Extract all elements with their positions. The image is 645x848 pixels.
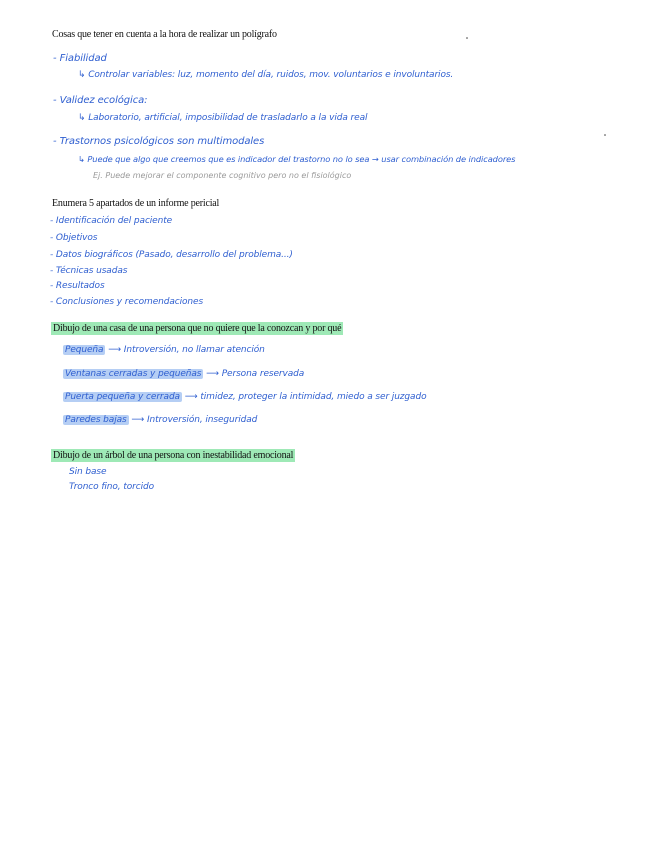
- house-row: [63, 415, 257, 425]
- house-feature: Pequeña: [65, 345, 104, 355]
- house-heading: [51, 323, 343, 334]
- house-feature: Paredes bajas: [65, 415, 127, 425]
- house-meaning: Persona reservada: [221, 369, 305, 379]
- report-item: - Conclusiones y recomendaciones: [50, 297, 204, 307]
- house-meaning: timidez, proteger la intimidad, miedo a ser juzgado: [200, 392, 427, 402]
- house-meaning: Introversión, no llamar atención: [123, 345, 265, 355]
- arrow: ⟶: [184, 392, 198, 402]
- house-meaning: Introversión, inseguridad: [146, 415, 258, 425]
- house-heading-text: Dibujo de una casa de una persona que no quiere que la conozcan y por qué: [53, 323, 342, 334]
- trastornos-note: Ej. Puede mejorar el componente cognitivo pero no el fisiológico: [93, 171, 352, 180]
- report-item: - Resultados: [50, 281, 105, 291]
- stray-dot: [466, 37, 468, 39]
- tree-heading: [51, 450, 295, 461]
- arrow: ⟶: [206, 369, 219, 379]
- arrow: ⟶: [131, 415, 145, 425]
- page-title: Cosas que tener en cuenta a la hora de realizar un polígrafo: [52, 29, 277, 40]
- fiabilidad-detail: ↳ Controlar variables: luz, momento del día, ruidos, mov. voluntarios e involuntarios.: [78, 70, 454, 80]
- report-heading: Enumera 5 apartados de un informe pericial: [52, 198, 220, 209]
- report-item: - Identificación del paciente: [50, 216, 173, 226]
- trastornos-detail: ↳ Puede que algo que creemos que es indicador del trastorno no lo sea → usar combinación de indicadores: [78, 154, 516, 164]
- house-row: [63, 345, 265, 355]
- validez-detail: ↳ Laboratorio, artificial, imposibilidad de trasladarlo a la vida real: [78, 113, 368, 123]
- house-row: [63, 392, 426, 402]
- validez-label: - Validez ecológica:: [53, 95, 148, 106]
- trastornos-label: - Trastornos psicológicos son multimodales: [53, 136, 265, 147]
- tree-item: Sin base: [69, 467, 107, 477]
- house-feature: Ventanas cerradas y pequeñas: [65, 369, 202, 379]
- report-item: - Técnicas usadas: [50, 266, 128, 276]
- stray-dot: [604, 134, 606, 136]
- report-item: - Objetivos: [50, 233, 98, 243]
- house-feature: Puerta pequeña y cerrada: [65, 392, 180, 402]
- tree-heading-text: Dibujo de un árbol de una persona con inestabilidad emocional: [53, 450, 294, 461]
- fiabilidad-label: - Fiabilidad: [53, 53, 107, 64]
- arrow: ⟶: [108, 345, 122, 355]
- tree-item: Tronco fino, torcido: [69, 482, 155, 492]
- house-row: [63, 369, 304, 379]
- report-item: - Datos biográficos (Pasado, desarrollo del problema...): [50, 250, 293, 260]
